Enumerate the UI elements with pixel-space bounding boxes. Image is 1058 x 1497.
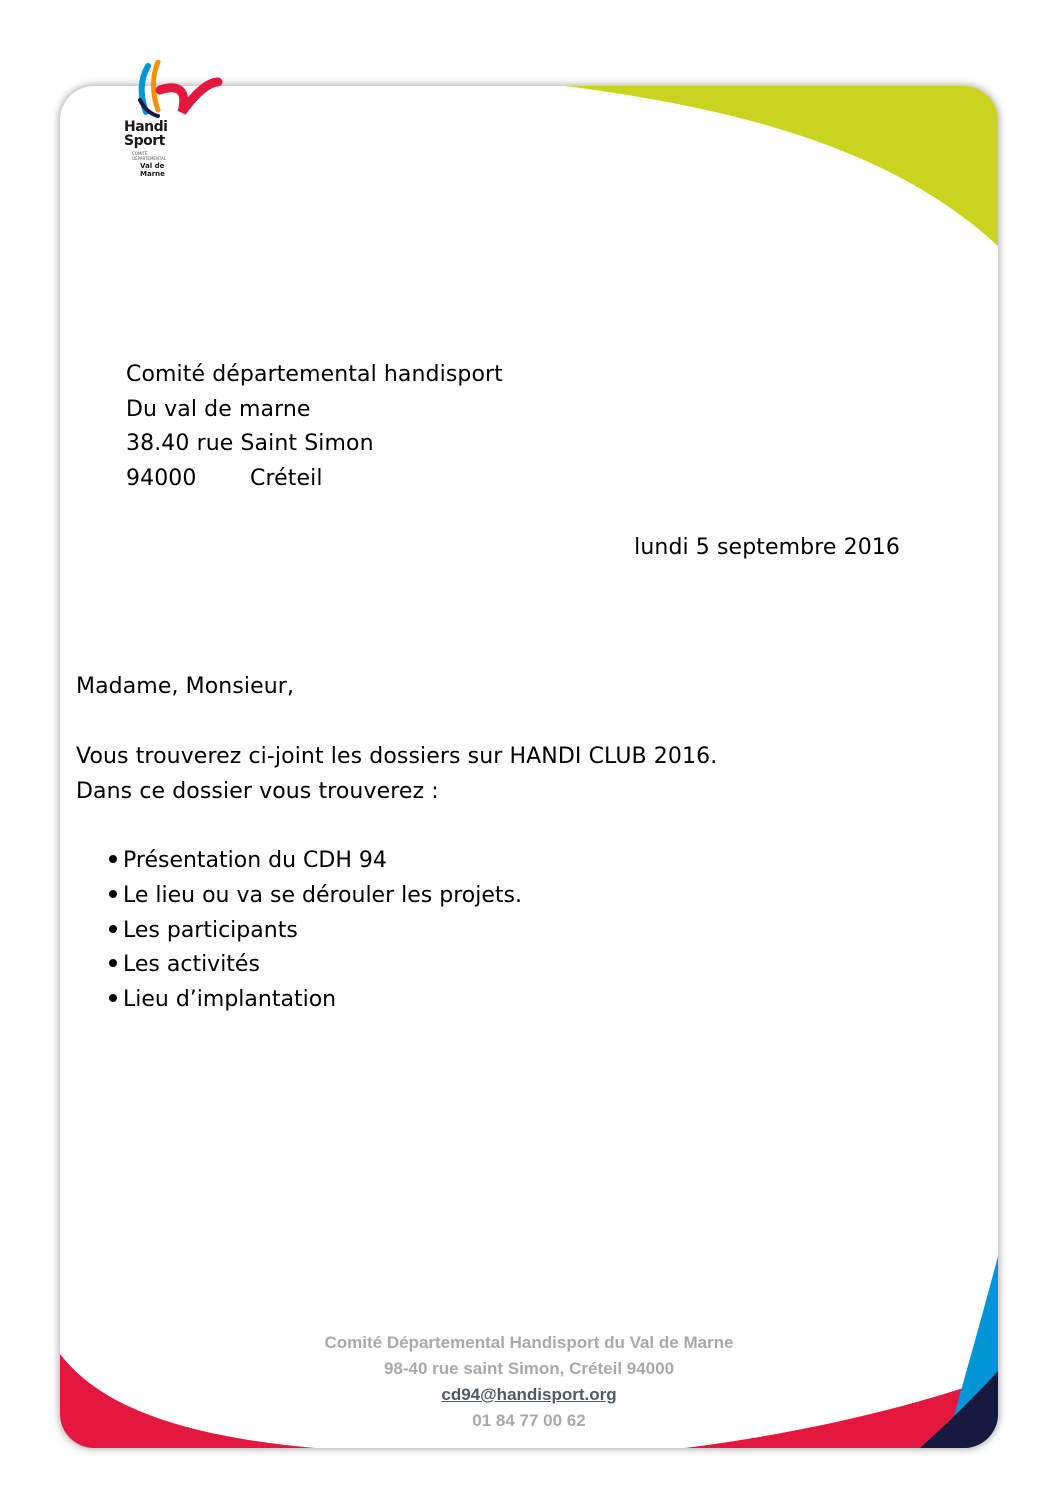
recipient-address: [126, 358, 503, 497]
logo-mark: [118, 60, 228, 126]
logo-region-2: Marne: [140, 170, 165, 178]
contents-list: [104, 844, 522, 1018]
intro-paragraph: [76, 740, 717, 809]
bullet-icon: [109, 994, 117, 1002]
bullet-icon: [109, 890, 117, 898]
logo-small-2: DÉPARTEMENTAL: [132, 156, 167, 161]
intro-line-1: Vous trouverez ci-joint les dossiers sur HANDI CLUB 2016.: [76, 744, 718, 769]
footer: [0, 1330, 1058, 1434]
logo-word-sport: Sport: [124, 133, 165, 149]
footer-address: 98-40 rue saint Simon, Créteil 94000: [383, 1359, 675, 1378]
footer-email-link[interactable]: cd94@handisport.org: [441, 1385, 617, 1404]
logo-region-1: Val de: [140, 162, 165, 170]
footer-phone: 01 84 77 00 62: [472, 1411, 586, 1430]
recipient-line-1: Comité départemental handisport: [126, 362, 503, 387]
list-item: Présentation du CDH 94: [104, 844, 522, 879]
postal-code: 94000: [126, 466, 197, 492]
intro-line-2: Dans ce dossier vous trouverez :: [76, 778, 439, 804]
bullet-icon: [109, 925, 117, 933]
letter-date: lundi 5 septembre 2016: [634, 535, 900, 560]
list-item: Le lieu ou va se dérouler les projets.: [104, 879, 522, 914]
bullet-icon: [109, 959, 117, 967]
logo-small-1: COMITÉ: [132, 151, 148, 156]
bullet-icon: [109, 855, 117, 863]
list-item: Les participants: [104, 914, 522, 949]
greeting: Madame, Monsieur,: [76, 674, 295, 699]
logo-word-handi: Handi: [124, 119, 168, 135]
city: Créteil: [250, 466, 323, 492]
handisport-logo: [118, 60, 228, 180]
recipient-line-2: Du val de marne: [126, 396, 311, 422]
recipient-city-line: [126, 462, 503, 497]
lime-swoosh: [565, 86, 998, 246]
recipient-line-3: 38.40 rue Saint Simon: [126, 431, 374, 457]
footer-org: Comité Départemental Handisport du Val de Marne: [324, 1333, 734, 1352]
list-item: Lieu d’implantation: [104, 983, 522, 1018]
list-item: Les activités: [104, 948, 522, 983]
